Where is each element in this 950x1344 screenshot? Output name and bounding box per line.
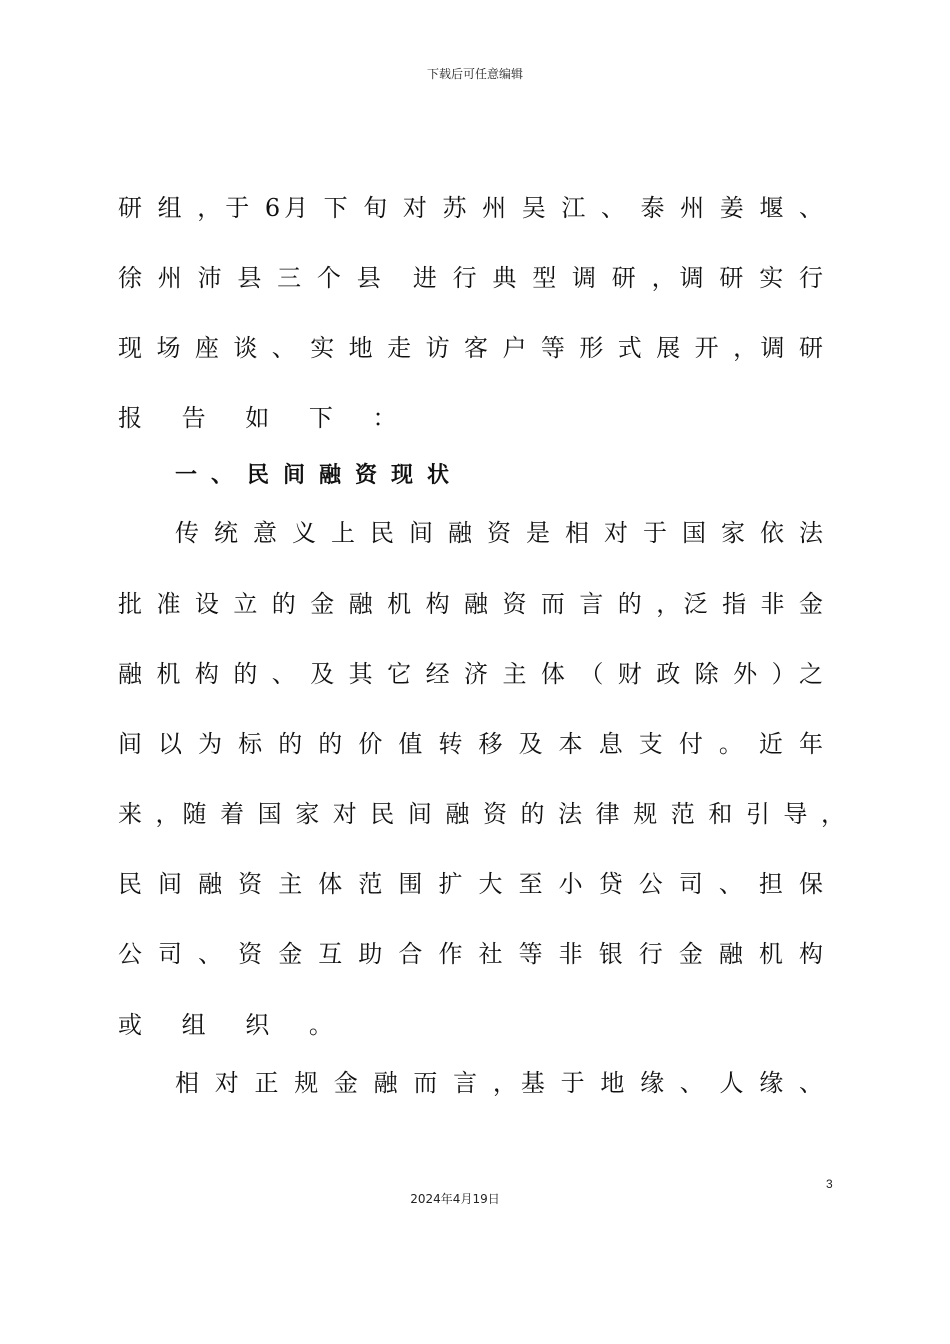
body-line-4: 报 告 如 下 ： <box>118 404 413 432</box>
paragraph-2-line-1: 相 对 正 规 金 融 而 言 ，基 于 地 缘 、 人 缘 、 <box>175 1069 823 1097</box>
paragraph-1-line-1: 传 统 意 义 上 民 间 融 资 是 相 对 于 国 家 依 法 <box>175 519 823 547</box>
paragraph-1-line-8: 或 组 织 。 <box>118 1011 349 1039</box>
paragraph-1-line-4: 间 以 为 标 的 的 价 值 转 移 及 本 息 支 付 。 近 年 <box>118 730 823 758</box>
body-line-3: 现 场 座 谈 、 实 地 走 访 客 户 等 形 式 展 开 ，调 研 <box>118 334 823 362</box>
paragraph-1-line-6: 民 间 融 资 主 体 范 围 扩 大 至 小 贷 公 司 、 担 保 <box>118 870 823 898</box>
page-number: 3 <box>826 1177 833 1191</box>
paragraph-1-line-2: 批 准 设 立 的 金 融 机 构 融 资 而 言 的 ，泛 指 非 金 <box>118 590 823 618</box>
paragraph-1-line-7: 公 司 、 资 金 互 助 合 作 社 等 非 银 行 金 融 机 构 <box>118 940 823 968</box>
body-line-1: 研 组 ，于 6月 下 旬 对 苏 州 吴 江 、 泰 州 姜 堰 、 <box>118 194 823 222</box>
body-line-2: 徐 州 沛 县 三 个 县 进 行 典 型 调 研 ，调 研 实 行 <box>118 264 823 292</box>
paragraph-1-line-3: 融 机 构 的 、 及 其 它 经 济 主 体 （ 财 政 除 外 ）之 <box>118 660 823 688</box>
footer-date: 2024年4月19日 <box>410 1192 500 1206</box>
page-header: 下载后可任意编辑 <box>426 67 523 81</box>
paragraph-1-line-5: 来 ，随 着 国 家 对 民 间 融 资 的 法 律 规 范 和 引 导 ， <box>118 800 845 828</box>
section-heading: 一、民间融资现状 <box>175 463 464 488</box>
